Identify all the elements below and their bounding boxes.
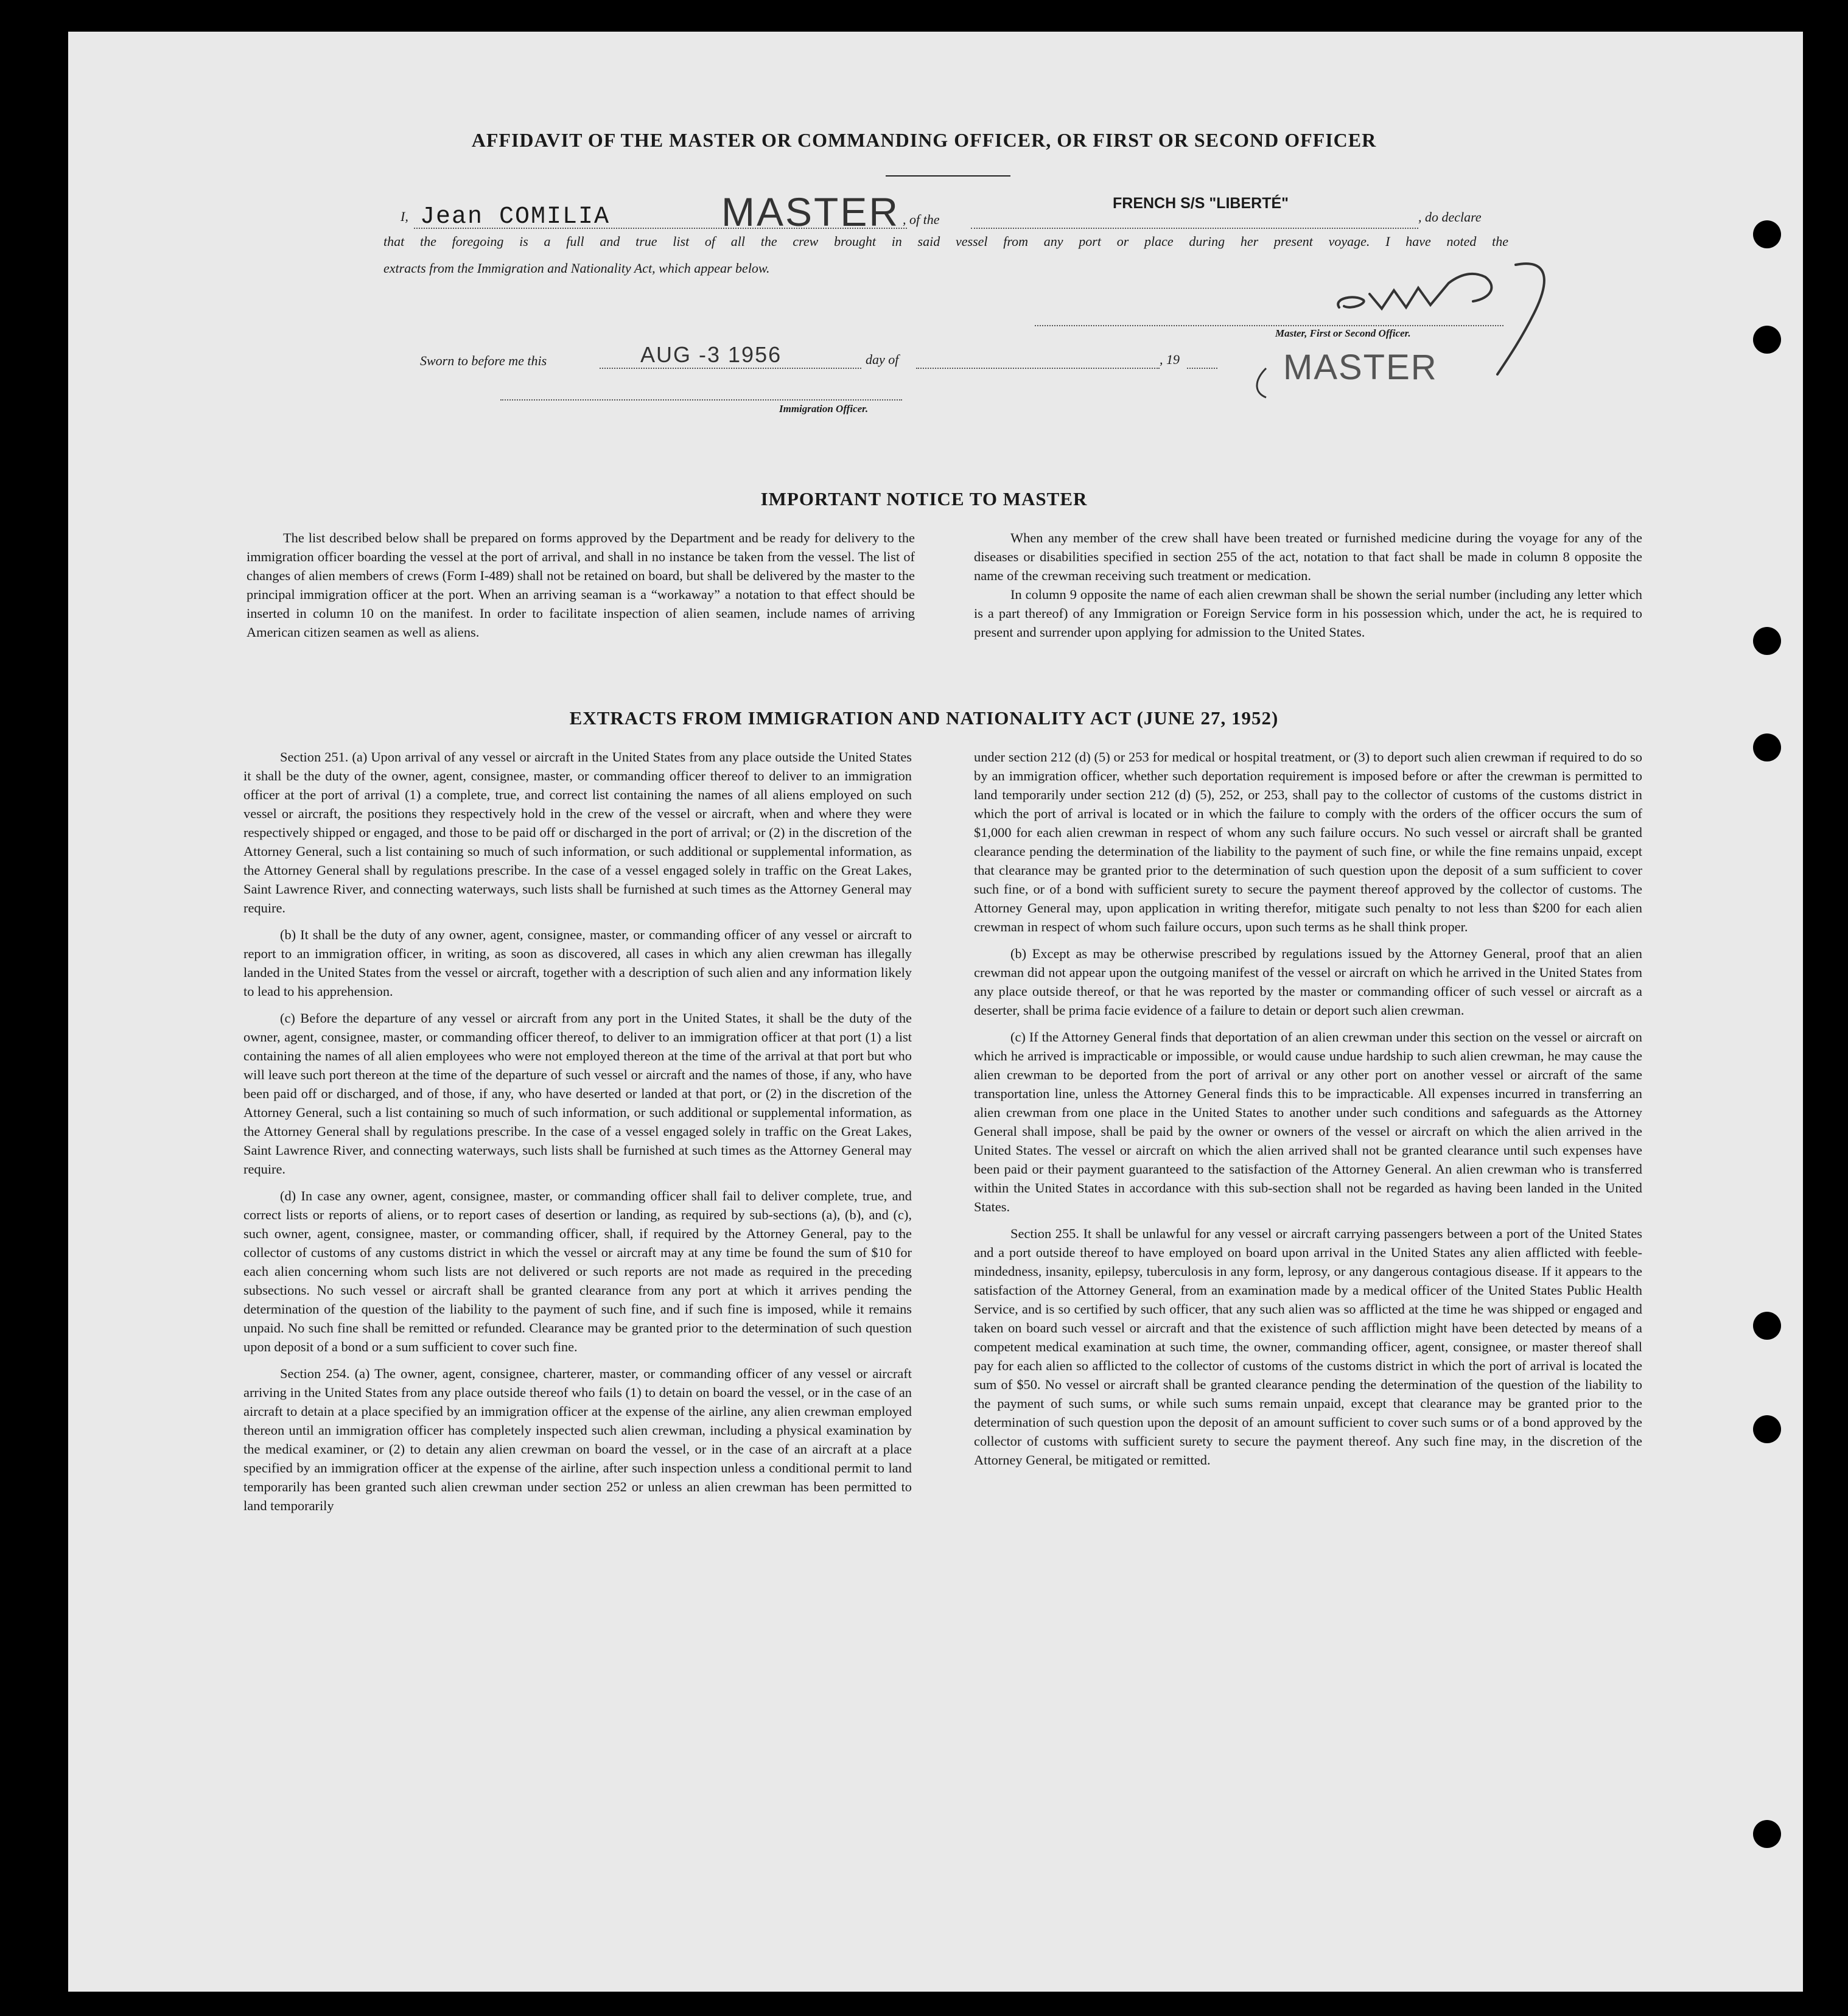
binder-hole [1753,1415,1781,1443]
do-declare-label: , do declare [1418,209,1482,225]
master-stamp: MASTER [1283,348,1438,387]
sworn-label: Sworn to before me this [420,353,547,368]
section-255: Section 255. It shall be unlawful for any vessel or aircraft carrying passengers between a port of the United States and a port outside thereof to have employed on board upon arrival in the United States any alien afflicted with feeble-mindedness, insanity, epilepsy, tuberculosis in any form, leprosy, or any dangerous contagious disease. If it appears to the satisfaction of the Attorney General, from an examination made by a medical officer of the United States Public Health Service, and is so certified by such officer, that any such alien was so afflicted at the time he was shipped or engaged and taken on board such vessel or aircraft and that the existence of such affliction might have been detected by means of a competent medical examination at such time, the owner, commanding officer, agent, consignee, or master thereof shall pay for each alien so afflicted to the collector of customs of the customs district in which the port of arrival is located the sum of $50. No vessel or aircraft shall be granted clearance pending the determination of the question of the liability to the payment of such sums, or while such sums remain unpaid, except that clearance may be granted prior to the determination of such question upon the deposit of an amount sufficient to cover such sums or of a bond approved by the collector of customs with sufficient surety to secure the payment thereof. Any such fine may, in the discretion of the Attorney General, be mitigated or remitted. [974,1226,1642,1468]
binder-hole [1753,326,1781,354]
master-title-stamp: MASTER [721,189,900,234]
notice-right-column [974,528,1642,642]
binder-hole [1753,1820,1781,1848]
day-of-label: day of [866,352,899,367]
date-line [600,368,861,369]
notice-paragraph: When any member of the crew shall have been treated or furnished medicine during the voyage for any of the diseases or disabilities specified in section 255 of the act, notation to that fact shall be made in column 8 opposite the name of the crewman receiving such treatment or medication. [974,530,1642,583]
notice-paragraph: The list described below shall be prepared on forms approved by the Department and be ready for delivery to the immigration officer boarding the vessel at the port of arrival, and shall in no instance be taken from the vessel. The list of changes of alien members of crews (Form I-489) shall not be retained on board, but shall be delivered by the master to the principal immigration officer at the port. When an arriving seaman is a “workaway” a notation to that effect should be inserted in column 10 on the manifest. In order to facilitate inspection of alien seamen, include names of arriving American citizen seamen as well as aliens. [247,530,915,640]
section-254a: Section 254. (a) The owner, agent, consignee, charterer, master, or commanding officer of any vessel or aircraft arriving in the United States from any place outside thereof who fails (1) to detain on board the vessel, or in the case of an aircraft to detain at a place specified by an immigration officer at the expense of the airline, any alien crewman employed thereon until an immigration officer has completely inspected such alien crewman, including a physical examination by the medical examiner, or (2) to detain any alien crewman on board the vessel, or in the case of an aircraft at a place specified by an immigration officer at the expense of the airline, after such inspection unless a conditional permit to land temporarily has been granted such alien crewman under section 252 or unless an alien crewman has been permitted to land temporarily [243,1366,912,1513]
name-line [414,228,907,229]
year-prefix: , 19 [1160,352,1180,367]
notice-paragraph: In column 9 opposite the name of each alien crewman shall be shown the serial number (including any letter which is a part thereof) of any Immigration or Foreign Service form in his possession which, under the act, he is required to present and surrender upon applying for admission to the United States. [974,587,1642,640]
notice-left-column [247,528,915,642]
section-251d: (d) In case any owner, agent, consignee, master, or commanding officer shall fail to deliver complete, true, and correct lists or reports of aliens, or to report cases of desertion or landing, as required by sub-sections (a), (b), and (c), such owner, agent, consignee, master, or commanding officer, shall, if required by the Attorney General, pay to the collector of customs of any customs district in which the vessel or aircraft may at any time be found the sum of $10 for each alien concerning whom such lists are not delivered or such reports are not made as required in the preceding subsections. No such vessel or aircraft shall be granted clearance from any port at which it arrives pending the determination of the question of the liability to the payment of such fine, and if such fine is imposed, while it remains unpaid. No such fine shall be remitted or refunded. Clearance may be granted prior to the determination of such question upon deposit of a bond or a sum sufficient to cover such fine. [243,1188,912,1354]
year-line [1187,368,1217,369]
binder-hole [1753,627,1781,655]
notice-title: IMPORTANT NOTICE TO MASTER [760,488,1088,509]
extracts-title: EXTRACTS FROM IMMIGRATION AND NATIONALITY ACT (JUNE 27, 1952) [569,707,1279,729]
declaration-line-3: extracts from the Immigration and Nationality Act, which appear below. [383,261,770,276]
immigration-officer-caption: Immigration Officer. [779,403,869,415]
vessel-line [971,228,1418,229]
extracts-left-column [243,747,912,1515]
vessel-name: FRENCH S/S "LIBERTÉ" [1113,195,1289,212]
binder-hole [1753,733,1781,761]
i-prefix: I, [401,209,408,224]
section-251b: (b) It shall be the duty of any owner, agent, consignee, master, or commanding officer of any vessel or aircraft to report to an immigration officer, in writing, as soon as discovered, all cases in which any alien crewman has illegally landed in the United States from the vessel or aircraft, together with a description of such alien and any information likely to lead to his apprehension. [243,927,912,999]
master-name: Jean COMILIA [420,203,611,231]
signature-line [1035,325,1503,326]
section-254c: (c) If the Attorney General finds that deportation of an alien crewman under this section on the vessel or aircraft on which he arrived is impracticable or impossible, or would cause undue hardship to such alien crewman, he may cause the alien crewman to be deported from the port of arrival or any other port on another vessel or aircraft of the same transportation line, unless the Attorney General finds this to be impracticable. All expenses incurred in transferring an alien crewman from one place in the United States to another under such conditions and safeguards as the Attorney General shall impose, shall be paid by the owner or owners of the vessel or aircraft on which the alien arrived in the United States. The vessel or aircraft on which the alien arrived shall not be granted clearance until such expenses have been paid or their payment guaranteed to the satisfaction of the Attorney General. An alien crewman who is transferred within the United States in accordance with this sub-section shall not be regarded as having been landed in the United States. [974,1029,1642,1214]
section-254b: (b) Except as may be otherwise prescribed by regulations issued by the Attorney General, proof that an alien crewman did not appear upon the outgoing manifest of the vessel or aircraft on which he arrived in the United States from any place outside thereof, or that he was reported by the master or commanding officer of such vessel or aircraft as a deserter, shall be prima facie evidence of a failure to detain or deport such alien crewman. [974,946,1642,1018]
title-underline [886,175,1010,177]
section-251a: Section 251. (a) Upon arrival of any vessel or aircraft in the United States from any place outside the United States it shall be the duty of the owner, agent, consignee, master, or commanding officer thereof to deliver to an immigration officer at the port of arrival (1) a complete, true, and correct list containing the names of all aliens employed on such vessel or aircraft, the positions they respectively hold in the crew of the vessel or aircraft, when and where they were respectively shipped or engaged, and those to be paid off or discharged in the port of arrival; or (2) in the discretion of the Attorney General, such a list containing so much of such information, or such additional or supplemental information, as the Attorney General shall by regulations prescribe. In the case of a vessel engaged solely in traffic on the Great Lakes, Saint Lawrence River, and connecting waterways, such lists shall be furnished at such times as the Attorney General may require. [243,749,912,915]
section-254a-continued: under section 212 (d) (5) or 253 for medical or hospital treatment, or (3) to deport such alien crewman if required to do so by an immigration officer, whether such deportation requirement is imposed before or after the crewman is permitted to land temporarily under section 212 (d) (5), 252, or 253, shall pay to the collector of customs of the customs district in which the port of arrival is located or in which the failure to comply with the orders of the officer occurs the sum of $1,000 for each alien crewman in respect of whom any such failure occurs. No such vessel or aircraft shall be granted clearance pending the determination of the liability to the payment of such fine, or while the fine remains unpaid, except that clearance may be granted prior to the determination of such question upon the deposit of a sum sufficient to cover such fine, or of a bond with sufficient surety to secure the payment thereof approved by the collector of customs. The Attorney General may, upon application in writing therefor, mitigate such penalty to not less than $200 for each alien crewman in respect of whom such failure occurs, upon such terms as he shall think proper. [974,749,1642,934]
affidavit-title: AFFIDAVIT OF THE MASTER OR COMMANDING OFFICER, OR FIRST OR SECOND OFFICER [471,129,1377,151]
date-stamp: AUG -3 1956 [640,342,782,367]
immigration-officer-line [500,399,902,401]
month-line [916,368,1160,369]
extracts-right-column [974,747,1642,1469]
binder-hole [1753,1312,1781,1340]
of-the-label: , of the [903,212,940,227]
binder-hole [1753,220,1781,248]
section-251c: (c) Before the departure of any vessel or aircraft from any port in the United States, it shall be the duty of the owner, agent, consignee, master, or commanding officer thereof, to deliver to an immigration officer at that port (1) a list containing the names of all alien employees who were not employed thereon at the time of the arrival at that port but who will leave such port thereon at the time of the departure of such vessel or aircraft and the names of those, if any, who have been paid off or discharged, and of those, if any, who have deserted or landed at that port, or (2) in the discretion of the Attorney General, such a list containing so much of such information, or such additional or supplemental information, as the Attorney General shall by regulations prescribe. In the case of a vessel engaged solely in traffic on the Great Lakes, Saint Lawrence River, and connecting waterways, such lists shall be furnished at such times as the Attorney General may require. [243,1010,912,1177]
declaration-line-2: that the foregoing is a full and true list of all the crew brought in said vessel from any port or place during her present voyage. I have noted the [383,234,1508,249]
signature-caption: Master, First or Second Officer. [1275,327,1411,339]
